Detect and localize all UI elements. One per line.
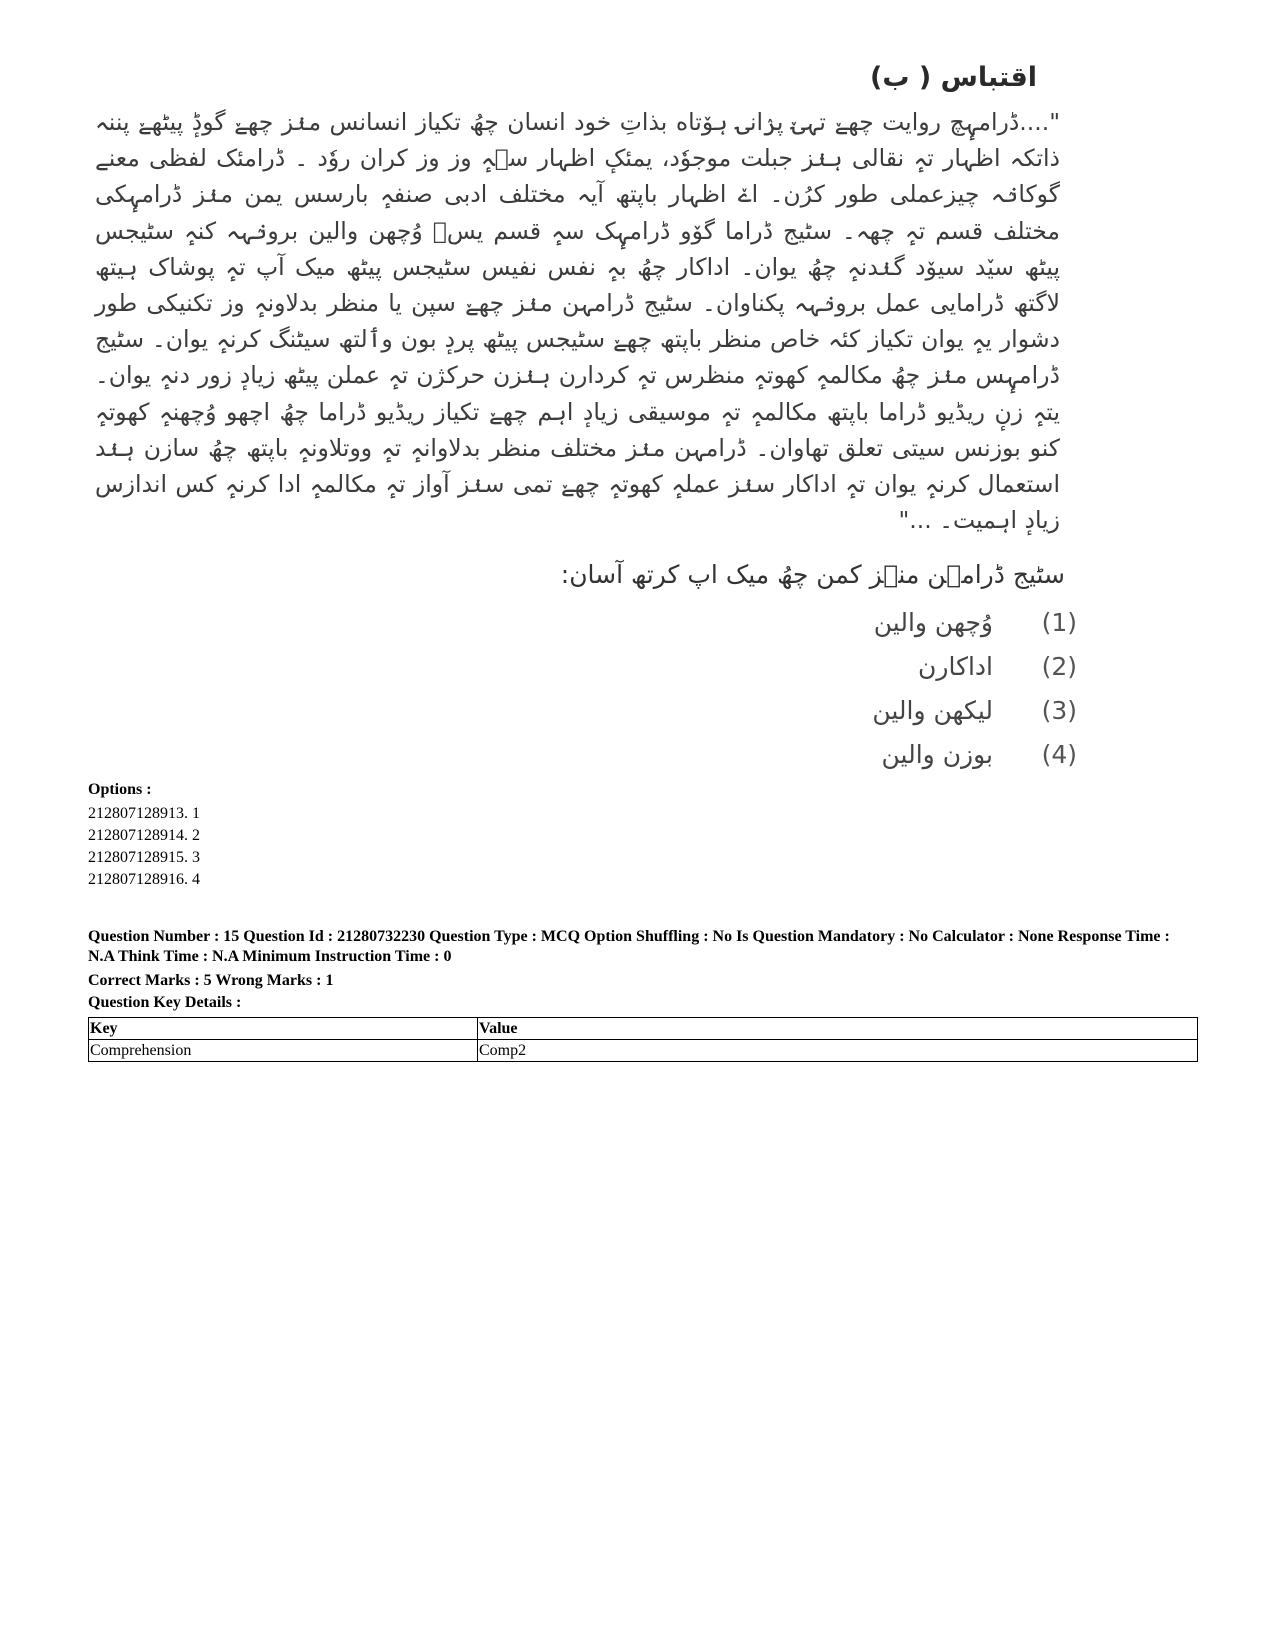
column-header-value: Value xyxy=(478,1018,1198,1040)
key-details-label: Question Key Details : xyxy=(88,994,242,1011)
key-details-table xyxy=(88,1017,1198,1062)
option-number: (4) xyxy=(1041,740,1077,769)
table-cell-value: Comp2 xyxy=(478,1040,1198,1062)
option-number: (2) xyxy=(1041,652,1077,681)
option-text: بوزن والین xyxy=(881,740,993,769)
question-text: سٹیج ڈرامہن منٛز کمن چھُ میک اپ کرتھ آسان: xyxy=(560,560,1065,589)
option-text: اداکارن xyxy=(918,652,993,681)
column-header-key: Key xyxy=(89,1018,478,1040)
option-number: (1) xyxy=(1041,608,1077,637)
option-id: 212807128914. 2 xyxy=(88,827,200,844)
passage-body: "....ڈرامہٕچ روایت چھےٚ تہۍٚ پرٛانۍ ہوٚتاه بذاتِ خود انسان چھُ تکیاز انسانس منٛز چھےٚ گوڈٕ پیٹھےٚ پننہ ذاتکہ اظہار تہٕ نقالی ہنٛز جبلت موجوٗد، یمئکٕ اظہار سۭہٕ وز وز کران روٗد ۔ ڈرامئک لفظی معنے گوکانٛہ چیزعملی طور کرُن۔ اےٚ اظہار باپتھ آیہ مختلف ادبی صنفہٕ بارسس یمن منٛز ڈرامہٕکی مختلف قسم تہٕ چھہ۔ سٹیج ڈراما گوٚو ڈرامہٕک سہٕ قسم یسۭ وُچھن والین برونٛہہ کنہٕ سٹیجس پیٹھ سیٚد سیوٚد گنٛدنہٕ چھُ یوان۔ اداکار چھُ بہٕ نفس نفیس سٹیجس پیٹھ میک آپ تہٕ پوشاک ہیتھ لاگتھ ڈرامایی عمل برونٛہہ پکناوان۔ سٹیج ڈرامہن منٛز چھےٚ سپن یا منظر بدلاونہٕ وز تکنیکی طور دشوار یہٕ یوان تکیاز کئہ خاص منظر باپتھ چھےٚ سٹیجس پیٹھ پردٕ بون وٲلتھ سیٹنگ کرنہٕ یوان۔ سٹیج ڈرامہٕس منٛز چھُ مکالمہٕ کھوتہٕ منظرس تہٕ کردارن ہنٛزن حرکژن تہٕ عملن پیٹھ زیادٕ زور دنہٕ یوان۔ یتہٕ زنٕ ریڈیو ڈراما باپتھ مکالمہٕ تہٕ موسیقی زیادٕ اہم چھےٚ تکیاز ریڈیو ڈراما چھُ اچھو وُچھنہٕ کھوتہٕ کنو بوزنس سیتی تعلق تھاوان۔ ڈرامہن منٛز مختلف منظر بدلاوانہٕ تہٕ ووتلاونہٕ باپتھ چھُ سازن ہنٛد استعمال کرنہٕ یوان تہٕ اداکار سنٛز عملہٕ کھوتہٕ چھےٚ تمی سنٛز آواز تہٕ مکالمہٕ ادا کرنہٕ کس اندازس زیادٕ اہمیت۔ ..." xyxy=(95,108,1060,535)
answer-option-3 xyxy=(777,696,1077,740)
options-heading: Options : xyxy=(88,781,152,798)
option-id: 212807128913. 1 xyxy=(88,805,200,822)
marks-info: Correct Marks : 5 Wrong Marks : 1 xyxy=(88,972,334,989)
option-id: 212807128916. 4 xyxy=(88,871,200,888)
passage-title: اقتباس ( ب) xyxy=(870,62,1037,93)
option-text: وُچھن والین xyxy=(873,608,993,637)
answer-option-1 xyxy=(777,608,1077,652)
option-text: لیکھن والین xyxy=(872,696,993,725)
answer-options xyxy=(777,608,1077,784)
answer-option-2 xyxy=(777,652,1077,696)
option-number: (3) xyxy=(1041,696,1077,725)
option-id-list xyxy=(88,803,200,891)
table-cell-key: Comprehension xyxy=(89,1040,478,1062)
table-row xyxy=(89,1040,1198,1062)
option-id: 212807128915. 3 xyxy=(88,849,200,866)
table-header-row xyxy=(89,1018,1198,1040)
question-meta: Question Number : 15 Question Id : 21280732230 Question Type : MCQ Option Shuffling : No Is Question Mandatory : No Calculator : None Response Time : N.A Think Time : N.A Minimum Instruction Time : 0 xyxy=(88,928,1170,965)
answer-option-4 xyxy=(777,740,1077,784)
